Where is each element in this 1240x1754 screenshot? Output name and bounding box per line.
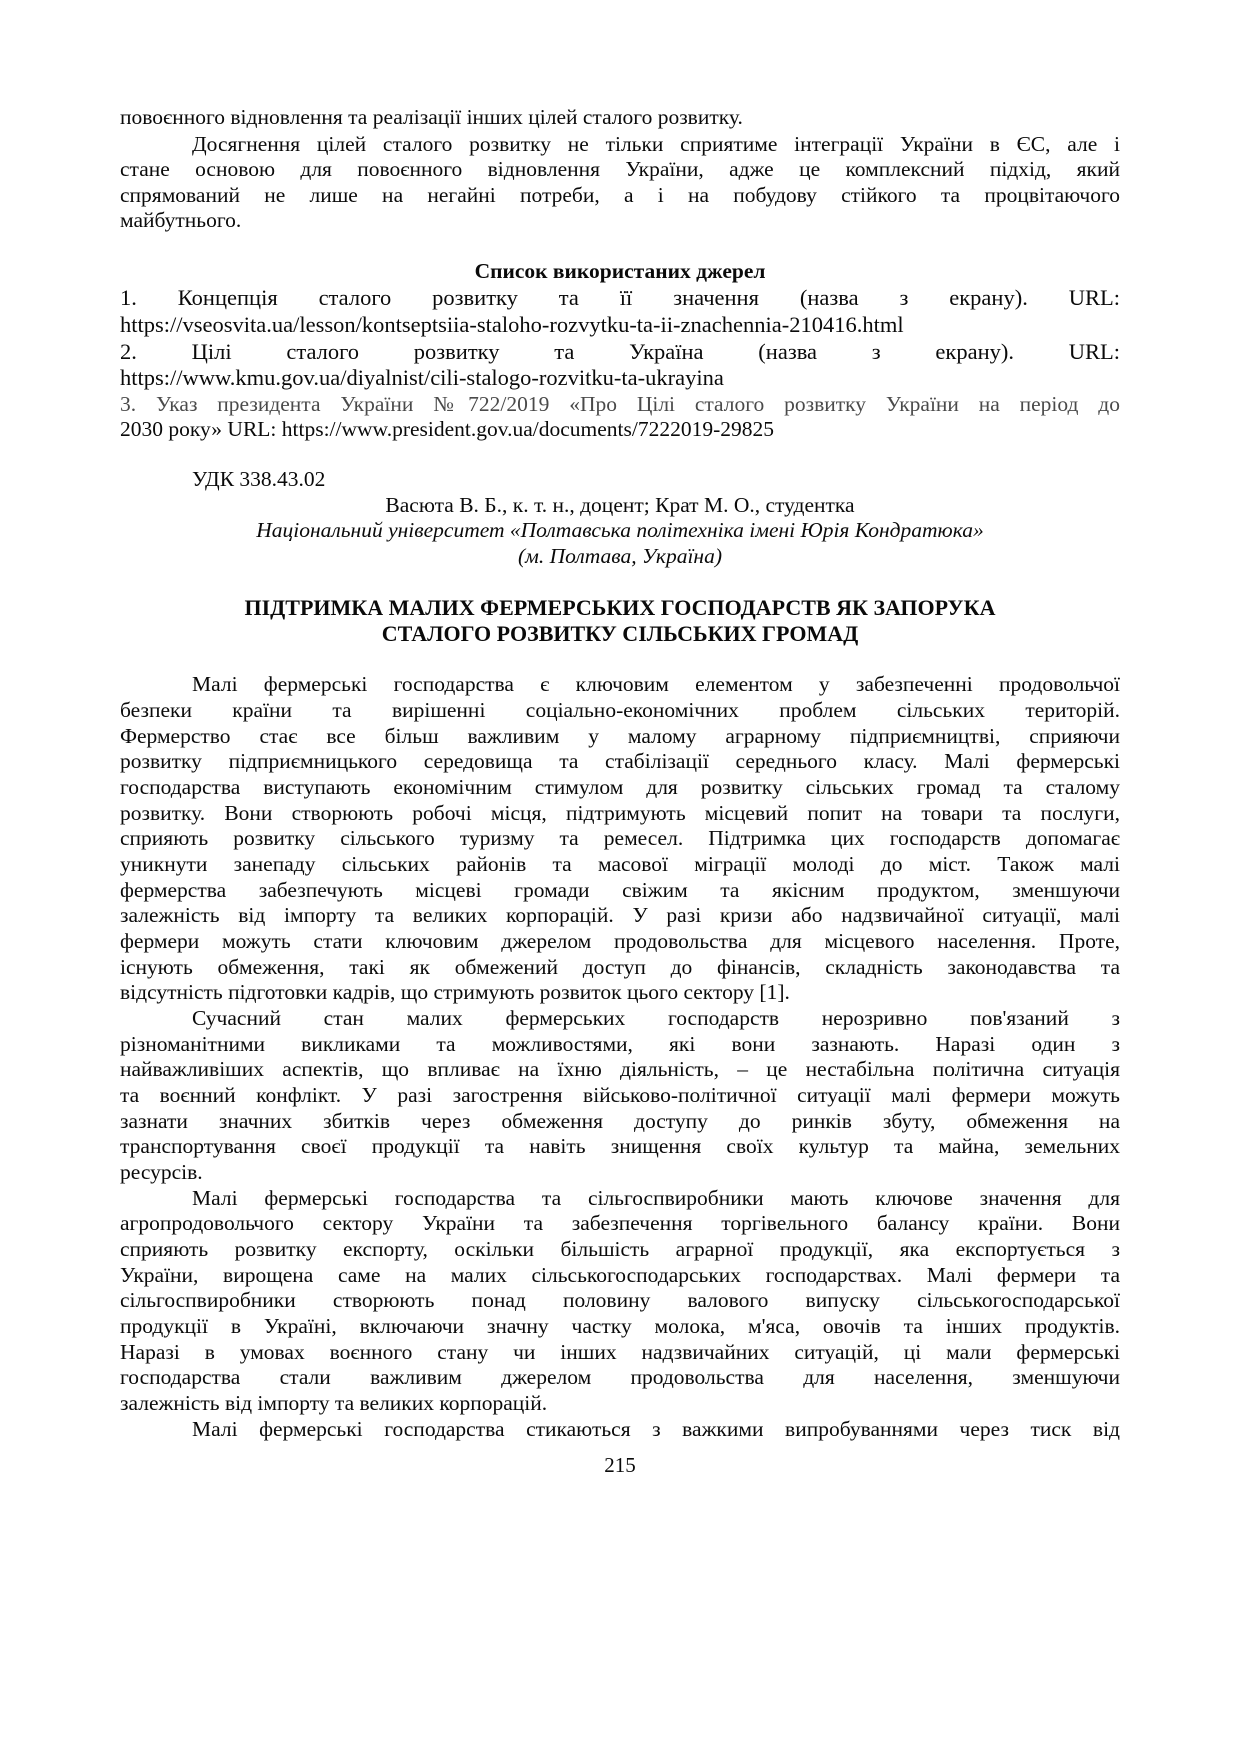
paragraph-line: відсутність підготовки кадрів, що стримують розвиток цього сектору [1].: [120, 980, 790, 1004]
article-title-line: ПІДТРИМКА МАЛИХ ФЕРМЕРСЬКИХ ГОСПОДАРСТВ ЯК ЗАПОРУКА: [244, 595, 996, 620]
paragraph-line: різноманітними викликами та можливостями, які вони зазнають. Наразі один з: [120, 1032, 1120, 1056]
prev-article-line: Досягнення цілей сталого розвитку не тільки сприятиме інтеграції України в ЄС, але і: [192, 132, 1120, 156]
paragraph-line: Фермерство стає все більш важливим у малому аграрному підприємництві, сприяючи: [120, 724, 1120, 748]
article-location: (м. Полтава, Україна): [517, 544, 722, 568]
paragraph-line: господарства виступають економічним стимулом для розвитку сільських громад та сталому: [120, 775, 1120, 799]
paragraph-line: Малі фермерські господарства стикаються з важкими випробуваннями через тиск від: [192, 1417, 1120, 1441]
paragraph-line: Сучасний стан малих фермерських господарств нерозривно пов'язаний з: [192, 1006, 1120, 1030]
paragraph-line: та воєнний конфлікт. У разі загострення військово-політичної ситуації малі фермери можуть: [120, 1083, 1120, 1107]
page-number: 215: [604, 1453, 636, 1477]
prev-article-line: спрямований не лише на негайні потреби, а і на побудову стійкого та процвітаючого: [120, 183, 1120, 207]
paragraph-line: уникнути занепаду сільських районів та масової міграції молоді до міст. Також малі: [120, 852, 1120, 876]
paragraph-line: транспортування своєї продукції та навіть знищення своїх культур та майна, земельних: [120, 1134, 1120, 1158]
paragraph-line: залежність від імпорту та великих корпорацій. У разі кризи або надзвичайної ситуації, малі: [120, 903, 1120, 927]
reference-link-2[interactable]: https://www.kmu.gov.ua/diyalnist/cili-stalogo-rozvitku-ta-ukrayina: [120, 365, 724, 390]
article-affiliation: Національний університет «Полтавська політехніка імені Юрія Кондратюка»: [256, 518, 984, 542]
paragraph-line: агропродовольчого сектору України та забезпечення торгівельного балансу країни. Вони: [120, 1211, 1120, 1235]
reference-item-2: 2. Цілі сталого розвитку та Україна (назва з екрану). URL:: [120, 339, 1120, 364]
paragraph-line: продукції в Україні, включаючи значну частку молока, м'яса, овочів та інших продуктів.: [120, 1314, 1120, 1338]
paragraph-line: господарства стали важливим джерелом продовольства для населення, зменшуючи: [120, 1365, 1120, 1389]
prev-article-line: повоєнного відновлення та реалізації інших цілей сталого розвитку.: [120, 105, 743, 129]
paragraph-line: розвитку. Вони створюють робочі місця, підтримують місцевий попит на товари та послуги,: [120, 801, 1120, 825]
paragraph-line: сприяють розвитку експорту, оскільки більшість аграрної продукції, яка експортується з: [120, 1237, 1120, 1261]
paragraph-line: залежність від імпорту та великих корпорацій.: [120, 1391, 548, 1415]
reference-item-1: 1. Концепція сталого розвитку та її значення (назва з екрану). URL:: [120, 285, 1120, 310]
paragraph-line: зазнати значних збитків через обмеження доступу до ринків збуту, обмеження на: [120, 1109, 1120, 1133]
paragraph-line: ресурсів.: [120, 1160, 203, 1184]
prev-article-line: майбутнього.: [120, 208, 242, 232]
paragraph-line: фермерства забезпечують місцеві громади свіжим та якісним продуктом, зменшуючи: [120, 878, 1120, 902]
paragraph-line: розвитку підприємницького середовища та стабілізації середнього класу. Малі фермерські: [120, 749, 1120, 773]
paragraph-line: Малі фермерські господарства та сільгоспвиробники мають ключове значення для: [192, 1186, 1120, 1210]
paragraph-line: сільгоспвиробники створюють понад половину валового випуску сільськогосподарської: [120, 1288, 1120, 1312]
paragraph-line: Наразі в умовах воєнного стану чи інших надзвичайних ситуацій, ці мали фермерські: [120, 1340, 1120, 1364]
udc-code: УДК 338.43.02: [192, 467, 326, 491]
paragraph-line: найважливіших аспектів, що впливає на їхню діяльність, – це нестабільна політична ситуація: [120, 1057, 1120, 1081]
paragraph-line: Малі фермерські господарства є ключовим елементом у забезпеченні продовольчої: [192, 672, 1120, 696]
paragraph-line: існують обмеження, такі як обмежений доступ до фінансів, складність законодавства та: [120, 955, 1120, 979]
article-authors: Васюта В. Б., к. т. н., доцент; Крат М. О., студентка: [385, 493, 855, 517]
article-title-line: СТАЛОГО РОЗВИТКУ СІЛЬСЬКИХ ГРОМАД: [381, 621, 859, 646]
reference-link-1[interactable]: https://vseosvita.ua/lesson/kontseptsiia-staloho-rozvytku-ta-ii-znachennia-210416.html: [120, 312, 904, 337]
paragraph-line: безпеки країни та вирішенні соціально-економічних проблем сільських територій.: [120, 698, 1120, 722]
reference-item-3: 3. Указ президента України №722/2019 «Про Цілі сталого розвитку України на період до: [120, 392, 1120, 416]
reference-link-3[interactable]: 2030 року» URL: https://www.president.gov.ua/documents/7222019-29825: [120, 417, 775, 441]
paragraph-line: фермери можуть стати ключовим джерелом продовольства для місцевого населення. Проте,: [120, 929, 1120, 953]
references-heading: Список використаних джерел: [474, 259, 766, 283]
paragraph-line: України, вирощена саме на малих сільськогосподарських господарствах. Малі фермери та: [120, 1263, 1120, 1287]
prev-article-line: стане основою для повоєнного відновлення України, адже це комплексний підхід, який: [120, 157, 1120, 181]
paragraph-line: сприяють розвитку сільського туризму та ремесел. Підтримка цих господарств допомагає: [120, 826, 1120, 850]
